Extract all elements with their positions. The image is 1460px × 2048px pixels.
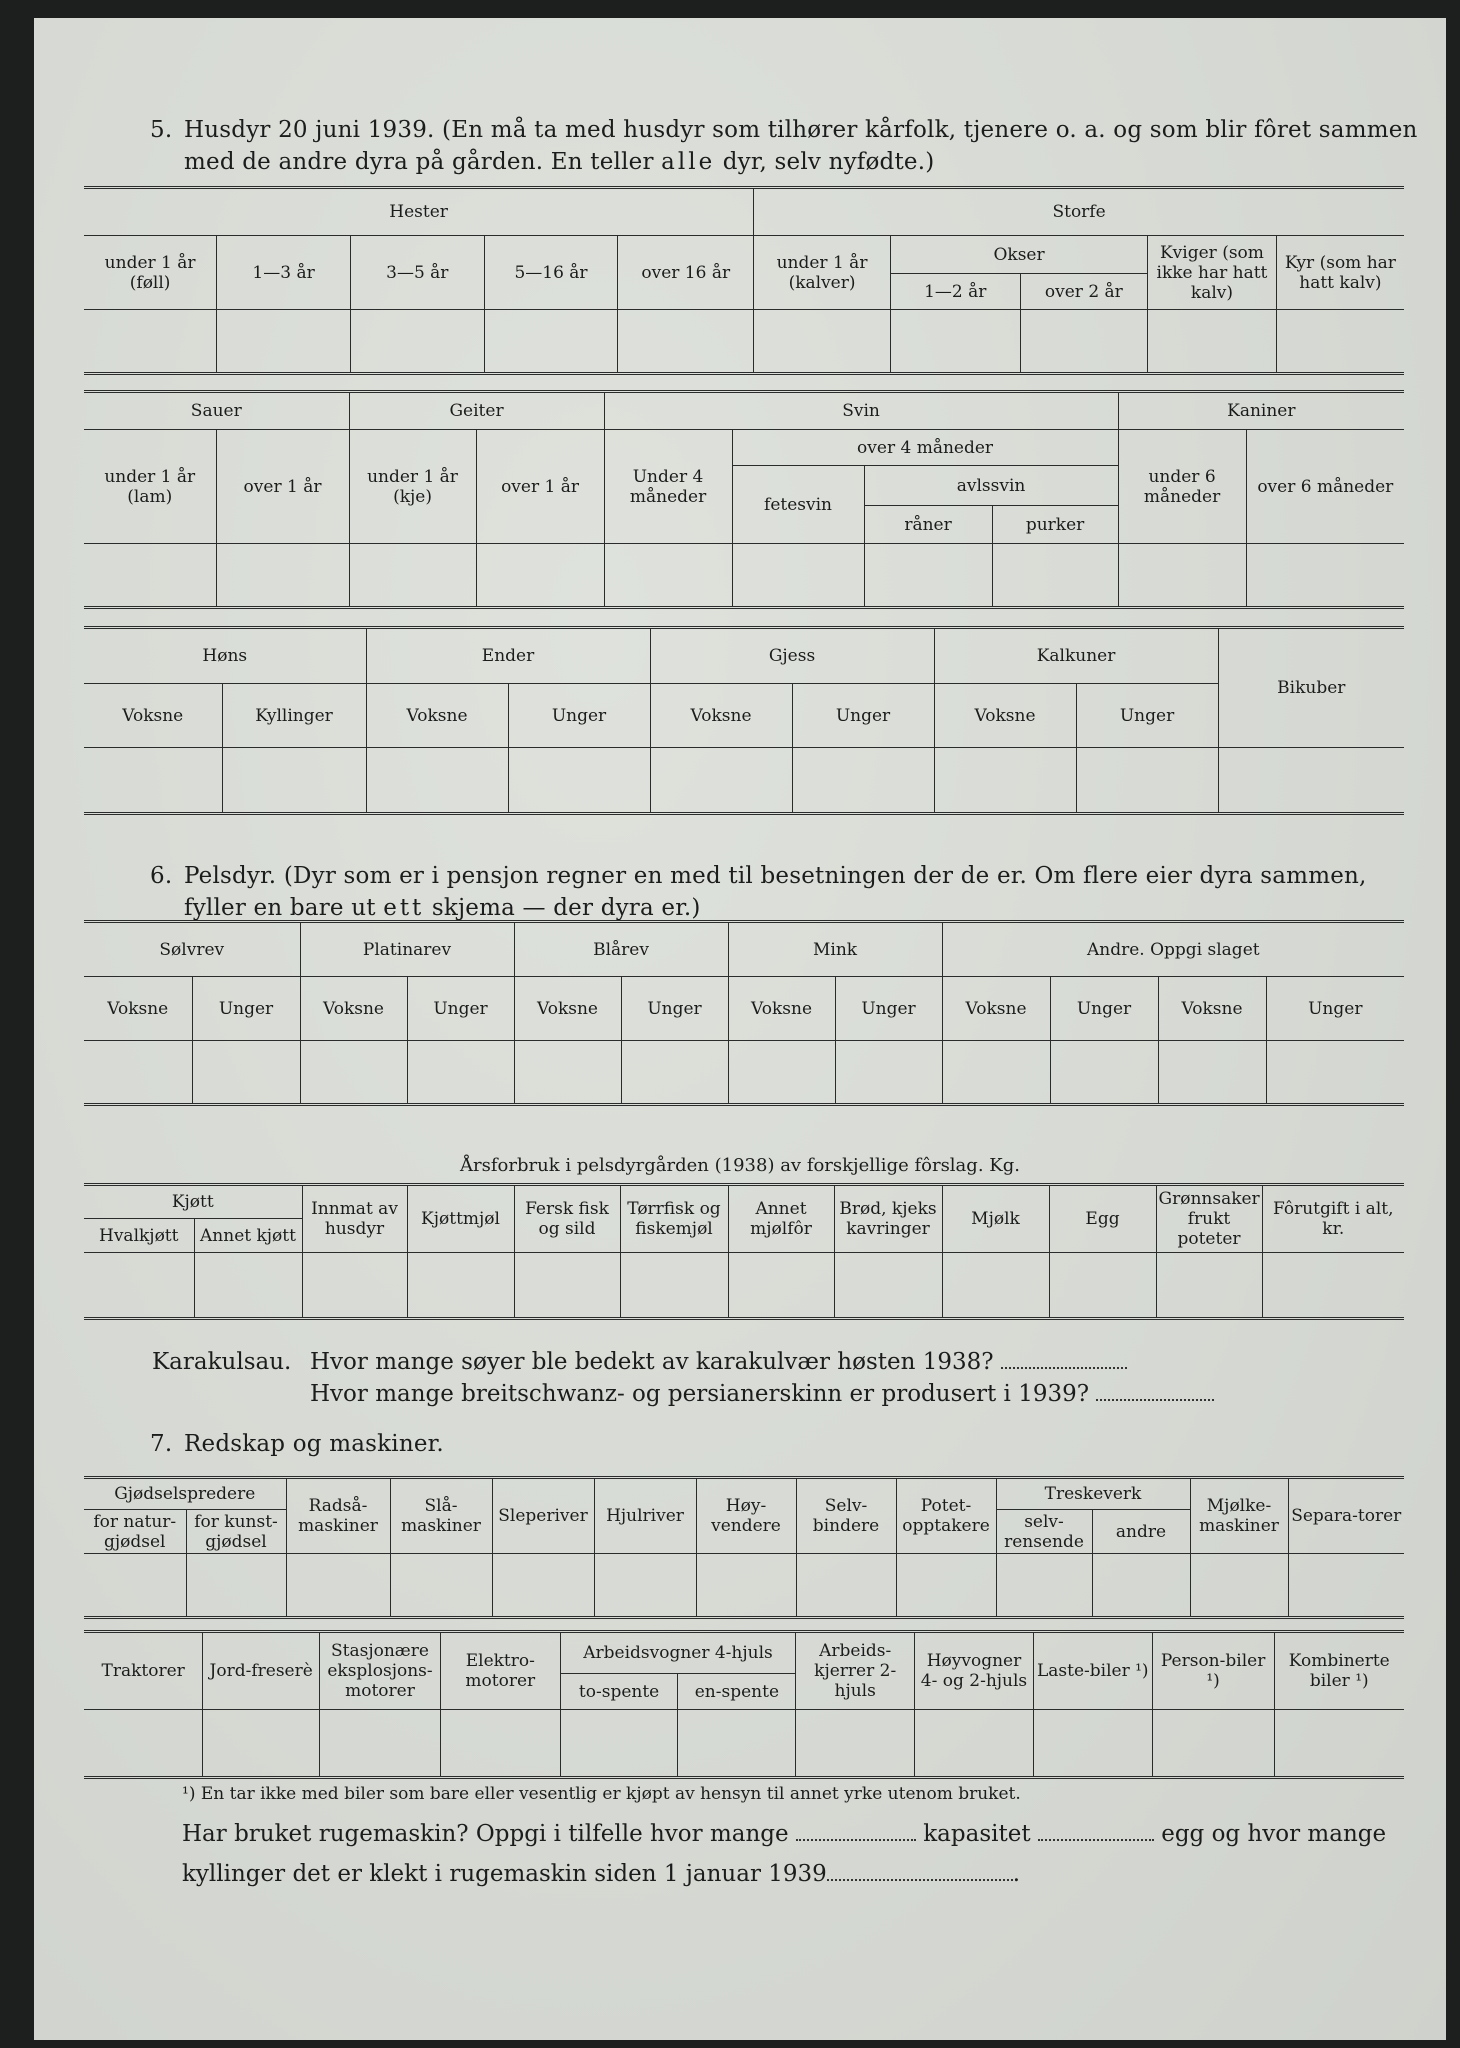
header-svin: Svin (604, 392, 1118, 430)
header-platinarev: Platinarev (300, 922, 514, 977)
col-lam: under 1 år (lam) (84, 430, 216, 544)
entry-cell[interactable] (1274, 1710, 1404, 1778)
entry-cell[interactable] (835, 1041, 942, 1105)
equipment-table-1 (84, 1476, 1404, 1619)
rugemaskin-kapasitet-label: kapasitet (923, 1821, 1031, 1847)
section-6-heading (150, 860, 1367, 924)
livestock-table-poultry-bees (84, 626, 1404, 815)
col-voksne: Voksne (84, 977, 192, 1041)
section-5-line2c: dyr, selv nyfødte.) (715, 149, 935, 175)
entry-cell[interactable] (186, 1554, 286, 1618)
entry-cell[interactable] (302, 1253, 407, 1319)
entry-cell[interactable] (1246, 544, 1404, 608)
col-forutgift: Fôrutgift i alt, kr. (1262, 1185, 1404, 1253)
section-5-line1: Husdyr 20 juni 1939. (En må ta med husdyr som tilhører kårfolk, tjenere o. a. og som blir fôret sammen (184, 117, 1418, 143)
entry-cell[interactable] (620, 1253, 728, 1319)
entry-cell[interactable] (203, 1710, 320, 1778)
rugemaskin-line-2: kyllinger det er klekt i rugemaskin siden 1 januar 1939 . (182, 1861, 1021, 1887)
rugemaskin-kapasitet-answer[interactable] (1038, 1821, 1154, 1841)
entry-cell[interactable] (942, 1253, 1049, 1319)
col-unger: Unger (192, 977, 300, 1041)
entry-cell[interactable] (390, 1554, 492, 1618)
karakul-label: Karakulsau. (152, 1349, 292, 1375)
col-voksne: Voksne (514, 977, 621, 1041)
rugemaskin-line-1 (182, 1818, 1386, 1850)
header-arbeidsvogner: Arbeidsvogner 4-hjuls (560, 1632, 796, 1674)
karakul-question-2 (310, 1378, 1214, 1410)
col-voksne: Voksne (942, 977, 1050, 1041)
rugemaskin-kyllinger-answer[interactable] (827, 1861, 1013, 1881)
entry-cell[interactable] (366, 748, 508, 814)
col-kalkuner-voksne: Voksne (934, 684, 1076, 748)
col-svin-under-4-maneder: Under 4 måneder (604, 430, 732, 544)
karakul-question-1 (310, 1346, 1127, 1378)
header-kalkuner: Kalkuner (934, 628, 1218, 684)
entry-cell[interactable] (621, 1041, 728, 1105)
header-gjess: Gjess (650, 628, 934, 684)
col-kyllinger: Kyllinger (222, 684, 366, 748)
header-geiter: Geiter (349, 392, 604, 430)
col-en-spente: en-spente (678, 1674, 796, 1710)
entry-cell[interactable] (754, 310, 891, 374)
rugemaskin-egg-label: egg og hvor mange (1161, 1821, 1387, 1847)
entry-cell[interactable] (915, 1710, 1034, 1778)
col-1-3-ar: 1—3 år (217, 236, 351, 310)
header-kjott: Kjøtt (84, 1185, 302, 1219)
col-hvalkjott: Hvalkjøtt (84, 1219, 194, 1253)
karakul-q1-text: Hvor mange søyer ble bedekt av karakulvær høsten 1938? (310, 1349, 994, 1375)
entry-cell[interactable] (286, 1554, 390, 1618)
entry-cell[interactable] (1020, 310, 1148, 374)
col-brod: Brød, kjeks kavringer (834, 1185, 942, 1253)
col-fetesvin: fetesvin (732, 466, 864, 544)
entry-cell[interactable] (996, 1554, 1092, 1618)
col-mjolkemaskiner: Mjølke-maskiner (1190, 1478, 1288, 1554)
entry-cell[interactable] (84, 748, 222, 814)
col-stasjonaere-motorer: Stasjonære eksplosjons-motorer (320, 1632, 441, 1710)
header-avlssvin: avlssvin (864, 466, 1118, 506)
section-6-number: 6. (150, 863, 173, 889)
header-over-4-maneder: over 4 måneder (732, 430, 1118, 466)
col-geiter-over-1-ar: over 1 år (476, 430, 604, 544)
header-hester: Hester (84, 188, 754, 236)
entry-cell[interactable] (560, 1710, 678, 1778)
entry-cell[interactable] (1262, 1253, 1404, 1319)
col-ender-voksne: Voksne (366, 684, 508, 748)
feed-consumption-table (84, 1183, 1404, 1320)
col-innmat: Innmat av husdyr (302, 1185, 407, 1253)
equipment-table-2 (84, 1630, 1404, 1779)
section-6-line2b: ett (383, 895, 425, 921)
col-treskeverk-andre: andre (1092, 1510, 1190, 1554)
entry-cell[interactable] (1218, 748, 1404, 814)
entry-cell[interactable] (349, 544, 476, 608)
col-foll: under 1 år (føll) (84, 236, 217, 310)
col-torrfisk: Tørrfisk og fiskemjøl (620, 1185, 728, 1253)
col-voksne: Voksne (1158, 977, 1266, 1041)
header-ender: Ender (366, 628, 650, 684)
entry-cell[interactable] (222, 748, 366, 814)
header-kaniner: Kaniner (1118, 392, 1404, 430)
livestock-table-horses-cattle (84, 186, 1404, 375)
entry-cell[interactable] (864, 544, 992, 608)
entry-cell[interactable] (84, 544, 216, 608)
entry-cell[interactable] (514, 1041, 621, 1105)
section-7-title: Redskap og maskiner. (184, 1431, 444, 1457)
header-treskeverk: Treskeverk (996, 1478, 1190, 1510)
col-kalkuner-unger: Unger (1076, 684, 1218, 748)
col-fersk-fisk: Fersk fisk og sild (514, 1185, 620, 1253)
entry-cell[interactable] (796, 1710, 915, 1778)
header-okser: Okser (890, 236, 1147, 274)
col-kaniner-over-6-maneder: over 6 måneder (1246, 430, 1404, 544)
entry-cell[interactable] (440, 1710, 560, 1778)
col-5-16-ar: 5—16 år (484, 236, 618, 310)
entry-cell[interactable] (1049, 1253, 1156, 1319)
col-radsamaskiner: Radså-maskiner (286, 1478, 390, 1554)
entry-cell[interactable] (194, 1253, 302, 1319)
col-unger: Unger (621, 977, 728, 1041)
col-annet-kjott: Annet kjøtt (194, 1219, 302, 1253)
entry-cell[interactable] (1076, 748, 1218, 814)
section-7-number: 7. (150, 1431, 173, 1457)
rugemaskin-count-answer[interactable] (796, 1821, 916, 1841)
col-kalver: under 1 år (kalver) (754, 236, 891, 310)
section-5-number: 5. (150, 117, 173, 143)
col-okser-over-2-ar: over 2 år (1020, 274, 1148, 310)
entry-cell[interactable] (728, 1253, 834, 1319)
col-kje: under 1 år (kje) (349, 430, 476, 544)
col-mjolk: Mjølk (942, 1185, 1049, 1253)
census-form-page (34, 18, 1446, 2040)
col-purker: purker (992, 506, 1118, 544)
entry-cell[interactable] (192, 1041, 300, 1105)
entry-cell[interactable] (407, 1253, 514, 1319)
col-kombinerte-biler: Kombinerte biler ¹) (1274, 1632, 1404, 1710)
livestock-table-sheep-goats-pigs-rabbits (84, 390, 1404, 609)
entry-cell[interactable] (834, 1253, 942, 1319)
col-jordfresere: Jord-freserè (203, 1632, 320, 1710)
col-unger: Unger (1266, 977, 1404, 1041)
entry-cell[interactable] (216, 544, 349, 608)
entry-cell[interactable] (1092, 1554, 1190, 1618)
header-sauer: Sauer (84, 392, 349, 430)
col-kaniner-under-6-maneder: under 6 måneder (1118, 430, 1246, 544)
col-hons-voksne: Voksne (84, 684, 222, 748)
col-okser-1-2-ar: 1—2 år (890, 274, 1020, 310)
entry-cell[interactable] (696, 1554, 796, 1618)
col-ender-unger: Unger (508, 684, 650, 748)
rugemaskin-question: Har bruket rugemaskin? Oppgi i tilfelle hvor mange (182, 1821, 789, 1847)
entry-cell[interactable] (84, 1554, 186, 1618)
entry-cell[interactable] (84, 1253, 194, 1319)
header-hons: Høns (84, 628, 366, 684)
entry-cell[interactable] (217, 310, 351, 374)
col-over-16-ar: over 16 år (618, 236, 754, 310)
col-potetopptakere: Potet-opptakere (896, 1478, 996, 1554)
entry-cell[interactable] (728, 1041, 835, 1105)
col-gjess-unger: Unger (792, 684, 934, 748)
entry-cell[interactable] (1158, 1041, 1266, 1105)
col-sauer-over-1-ar: over 1 år (216, 430, 349, 544)
entry-cell[interactable] (1266, 1041, 1404, 1105)
entry-cell[interactable] (594, 1554, 696, 1618)
entry-cell[interactable] (604, 544, 732, 608)
col-bikuber: Bikuber (1218, 628, 1404, 748)
col-to-spente: to-spente (560, 1674, 678, 1710)
col-hoyvogner: Høyvogner 4- og 2-hjuls (915, 1632, 1034, 1710)
col-raner: råner (864, 506, 992, 544)
col-for-naturgjodsel: for natur-gjødsel (84, 1510, 186, 1554)
col-kviger: Kviger (som ikke har hatt kalv) (1148, 236, 1277, 310)
section-5-line2b: alle (661, 149, 716, 175)
col-hoyvendere: Høy-vendere (696, 1478, 796, 1554)
col-selvrensende: selv-rensende (996, 1510, 1092, 1554)
entry-cell[interactable] (476, 544, 604, 608)
entry-cell[interactable] (1050, 1041, 1158, 1105)
entry-cell[interactable] (514, 1253, 620, 1319)
entry-cell[interactable] (896, 1554, 996, 1618)
section-6-line2a: fyller en bare ut (184, 895, 384, 921)
footnote: ¹) En tar ikke med biler som bare eller vesentlig er kjøpt av hensyn til annet yrke utenom bruket. (182, 1784, 1021, 1804)
col-unger: Unger (835, 977, 942, 1041)
header-mink: Mink (728, 922, 942, 977)
col-gronnsaker: Grønnsaker frukt poteter (1156, 1185, 1262, 1253)
karakul-q1-answer[interactable] (1001, 1349, 1127, 1369)
col-kyr: Kyr (som har hatt kalv) (1276, 236, 1404, 310)
col-separatorer: Separa-torer (1288, 1478, 1404, 1554)
entry-cell[interactable] (350, 310, 484, 374)
col-3-5-ar: 3—5 år (350, 236, 484, 310)
section-6-line2c: skjema — der dyra er.) (424, 895, 701, 921)
col-selvbindere: Selv-bindere (796, 1478, 896, 1554)
col-for-kunstgjodsel: for kunst-gjødsel (186, 1510, 286, 1554)
col-arbeidskjerrer: Arbeids-kjerrer 2-hjuls (796, 1632, 915, 1710)
entry-cell[interactable] (732, 544, 864, 608)
karakul-q2-answer[interactable] (1096, 1381, 1214, 1401)
entry-cell[interactable] (1152, 1710, 1274, 1778)
entry-cell[interactable] (942, 1041, 1050, 1105)
entry-cell[interactable] (992, 544, 1118, 608)
rugemaskin-kyllinger-question: kyllinger det er klekt i rugemaskin siden 1 januar 1939 (182, 1861, 827, 1887)
entry-cell[interactable] (484, 310, 618, 374)
col-kjottmjol: Kjøttmjøl (407, 1185, 514, 1253)
col-slamaskiner: Slå-maskiner (390, 1478, 492, 1554)
entry-cell[interactable] (320, 1710, 441, 1778)
entry-cell[interactable] (1276, 310, 1404, 374)
section-5-line2a: med de andre dyra på gården. En teller (184, 149, 662, 175)
section-6-line1: Pelsdyr. (Dyr som er i pensjon regner en med til besetningen der de er. Om flere eier dyra sammen, (184, 863, 1367, 889)
header-solvrev: Sølvrev (84, 922, 300, 977)
header-andre-oppgi-slaget: Andre. Oppgi slaget (942, 922, 1404, 977)
entry-cell[interactable] (300, 1041, 407, 1105)
col-personbiler: Person-biler ¹) (1152, 1632, 1274, 1710)
entry-cell[interactable] (407, 1041, 514, 1105)
col-elektromotorer: Elektro-motorer (440, 1632, 560, 1710)
entry-cell[interactable] (508, 748, 650, 814)
entry-cell[interactable] (1118, 544, 1246, 608)
entry-cell[interactable] (1288, 1554, 1404, 1618)
entry-cell[interactable] (1033, 1710, 1152, 1778)
entry-cell[interactable] (792, 748, 934, 814)
entry-cell[interactable] (618, 310, 754, 374)
entry-cell[interactable] (84, 1710, 203, 1778)
entry-cell[interactable] (1148, 310, 1277, 374)
section-5-heading (150, 114, 1418, 178)
col-lastebiler: Laste-biler ¹) (1033, 1632, 1152, 1710)
col-voksne: Voksne (728, 977, 835, 1041)
col-unger: Unger (1050, 977, 1158, 1041)
col-gjess-voksne: Voksne (650, 684, 792, 748)
header-storfe: Storfe (754, 188, 1404, 236)
entry-cell[interactable] (84, 310, 217, 374)
col-unger: Unger (407, 977, 514, 1041)
header-blarev: Blårev (514, 922, 728, 977)
header-gjodselspredere: Gjødselspredere (84, 1478, 286, 1510)
fur-animals-table (84, 920, 1404, 1106)
col-egg: Egg (1049, 1185, 1156, 1253)
feed-consumption-title: Årsforbruk i pelsdyrgården (1938) av forskjellige fôrslag. Kg. (460, 1155, 1020, 1176)
entry-cell[interactable] (1190, 1554, 1288, 1618)
col-sleperiver: Sleperiver (492, 1478, 594, 1554)
col-hjulriver: Hjulriver (594, 1478, 696, 1554)
col-voksne: Voksne (300, 977, 407, 1041)
entry-cell[interactable] (934, 748, 1076, 814)
entry-cell[interactable] (678, 1710, 796, 1778)
col-annet-mjolfor: Annet mjølfôr (728, 1185, 834, 1253)
entry-cell[interactable] (650, 748, 792, 814)
col-traktorer: Traktorer (84, 1632, 203, 1710)
section-7-heading (150, 1428, 444, 1460)
entry-cell[interactable] (796, 1554, 896, 1618)
entry-cell[interactable] (1156, 1253, 1262, 1319)
karakul-q2-text: Hvor mange breitschwanz- og persianerskinn er produsert i 1939? (310, 1381, 1090, 1407)
entry-cell[interactable] (890, 310, 1020, 374)
entry-cell[interactable] (492, 1554, 594, 1618)
entry-cell[interactable] (84, 1041, 192, 1105)
